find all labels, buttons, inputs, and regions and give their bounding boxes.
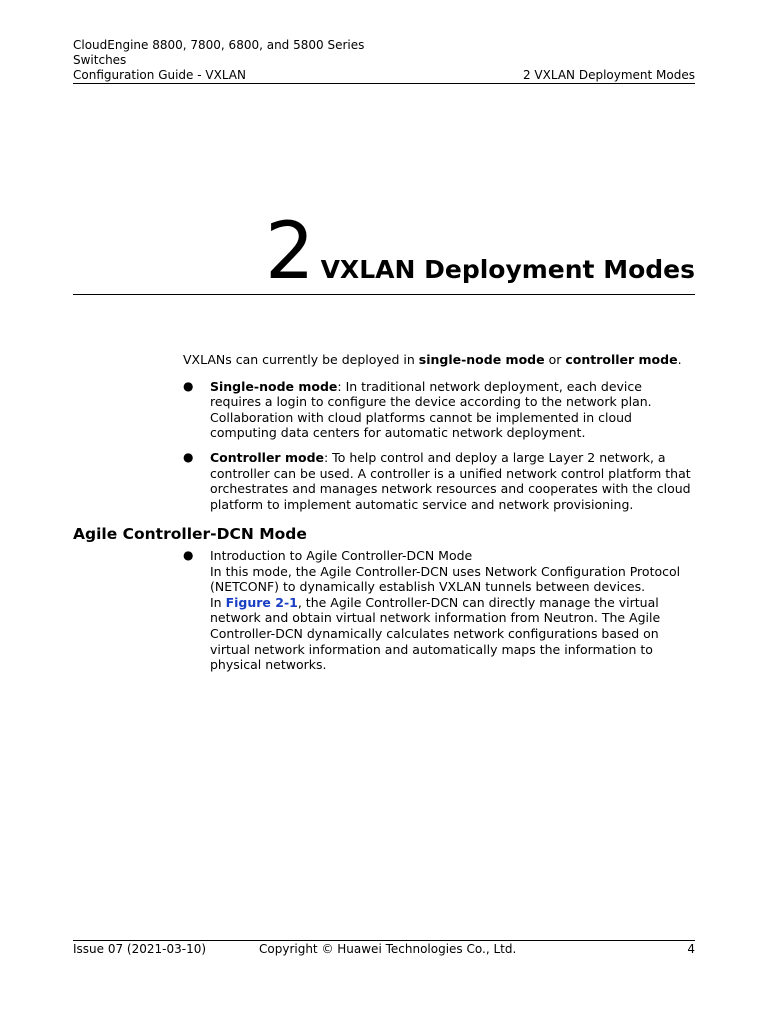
footer-divider (73, 940, 695, 941)
item-title: Introduction to Agile Controller-DCN Mode (210, 548, 473, 563)
mode-term: Controller mode (210, 449, 324, 465)
header-chapter-ref: 2 VXLAN Deployment Modes (522, 68, 695, 82)
intro-body (183, 352, 695, 521)
para2-text-after: , the Agile Controller-DCN can directly manage the virtual network and obtain virtual network information from Neutron. The Agile Controller-DCN dynamically calculates network configurations based on virtual network information and automatically maps the information to physical networks. (210, 594, 661, 673)
mode-description (210, 450, 695, 512)
figure-2-1-link[interactable]: Figure 2-1 (225, 594, 298, 610)
section-heading: Agile Controller-DCN Mode (73, 525, 307, 543)
header-product-line1: CloudEngine 8800, 7800, 6800, and 5800 Series (73, 38, 365, 52)
intro-text-or: or (544, 352, 566, 367)
intro-term-single-node: single-node mode (418, 352, 545, 367)
bullet-icon: ● (183, 449, 194, 464)
intro-paragraph (183, 352, 695, 368)
header-guide-title: Configuration Guide - VXLAN (73, 68, 246, 82)
chapter-number: 2 (264, 207, 315, 297)
para2-text-before: In (210, 594, 226, 610)
mode-text: : In traditional network deployment, each device requires a login to configure the device according to the network plan. Collaboration with cloud platforms cannot be implemented in cloud computing data centers for automatic network deployment. (210, 378, 652, 441)
mode-text: : To help control and deploy a large Layer 2 network, a controller can be used. A controller is a unified network control platform that orchestrates and manages network resources and cooperates with the cloud platform to implement automatic service and network provisioning. (210, 449, 691, 512)
section-paragraph-2 (210, 595, 695, 673)
list-item-single-node-mode (183, 379, 695, 441)
page-footer (73, 942, 695, 957)
page-header (73, 38, 695, 83)
bullet-icon: ● (183, 378, 194, 393)
intro-text-end: . (677, 352, 682, 367)
section-paragraph-1: In this mode, the Agile Controller-DCN uses Network Configuration Protocol (NETCONF) to dynamically establish VXLAN tunnels between devices. (210, 563, 681, 595)
footer-issue: Issue 07 (2021-03-10) (73, 942, 207, 956)
intro-text: VXLANs can currently be deployed in (183, 352, 419, 367)
list-item-controller-mode (183, 450, 695, 512)
intro-term-controller: controller mode (565, 352, 678, 367)
header-guide-row (73, 68, 695, 83)
section-body (183, 548, 695, 682)
mode-term: Single-node mode (210, 378, 338, 394)
chapter-heading (73, 207, 695, 297)
chapter-divider (73, 294, 695, 295)
chapter-title: VXLAN Deployment Modes (320, 255, 695, 284)
header-divider (73, 83, 695, 84)
mode-description (210, 379, 695, 441)
header-product-line2: Switches (73, 53, 127, 67)
page-number: 4 (687, 942, 695, 956)
bullet-icon: ● (183, 548, 194, 562)
footer-copyright: Copyright © Huawei Technologies Co., Ltd. (259, 942, 517, 956)
list-item-intro-agile-controller (183, 548, 695, 673)
